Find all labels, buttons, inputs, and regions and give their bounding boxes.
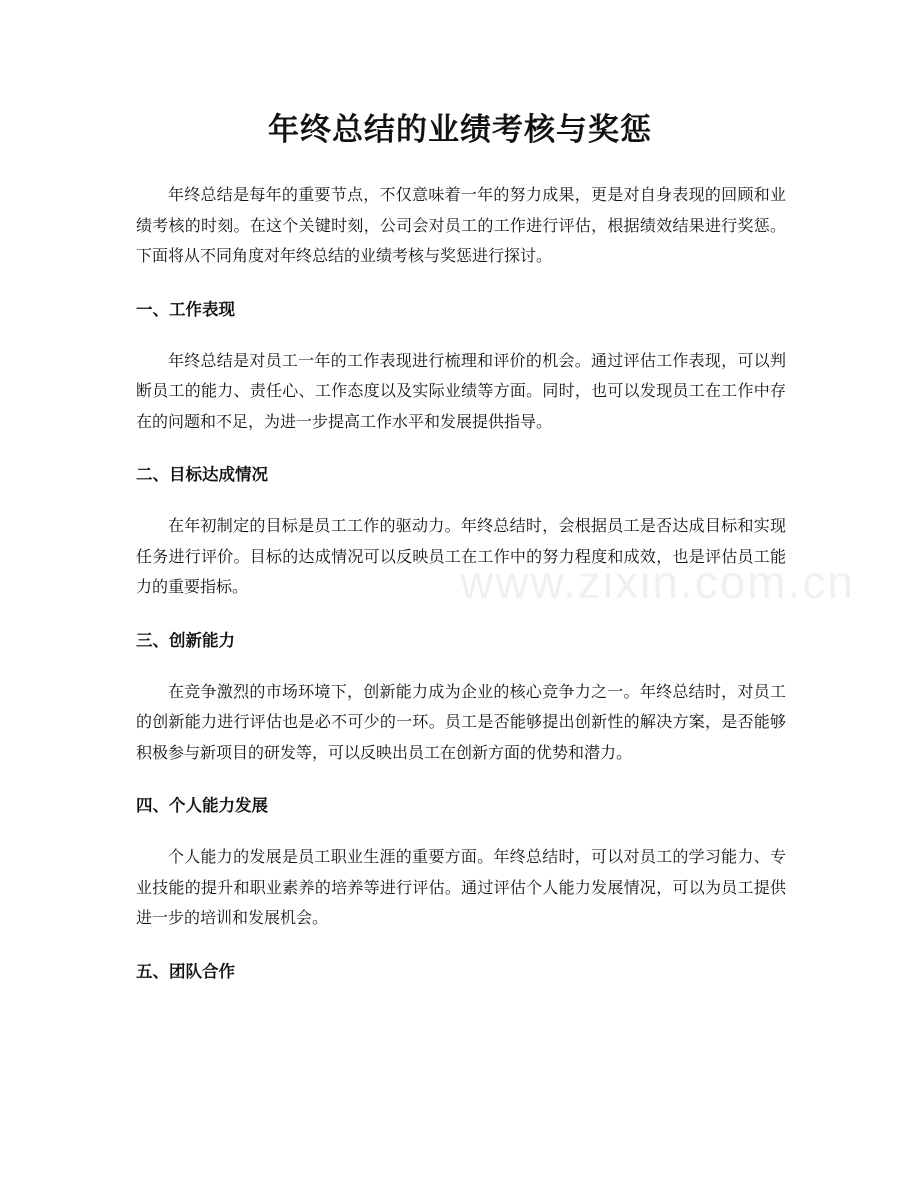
section-heading-goal-achievement: 二、目标达成情况	[136, 465, 268, 484]
section-body-work-performance: 年终总结是对员工一年的工作表现进行梳理和评价的机会。通过评估工作表现，可以判断员工的能力、责任心、工作态度以及实际业绩等方面。同时，也可以发现员工在工作中存在的问题和不足，为进一步提高工作水平和发展提供指导。	[136, 350, 786, 431]
intro-paragraph: 年终总结是每年的重要节点，不仅意味着一年的努力成果，更是对自身表现的回顾和业绩考核的时刻。在这个关键时刻，公司会对员工的工作进行评估，根据绩效结果进行奖惩。下面将从不同角度对年终总结的业绩考核与奖惩进行探讨。	[136, 185, 786, 265]
section-heading-innovation: 三、创新能力	[136, 630, 235, 650]
page-title: 年终总结的业绩考核与奖惩	[268, 112, 652, 148]
section-heading-teamwork: 五、团队合作	[136, 961, 235, 981]
watermark-text: www.zixin.com.cn	[460, 556, 855, 608]
section-heading-personal-development: 四、个人能力发展	[136, 796, 268, 815]
section-heading-work-performance: 一、工作表现	[136, 299, 235, 319]
section-body-innovation: 在竞争激烈的市场环境下，创新能力成为企业的核心竞争力之一。年终总结时，对员工的创新能力进行评估也是必不可少的一环。员工是否能够提出创新性的解决方案，是否能够积极参与新项目的研发等，可以反映出员工在创新方面的优势和潜力。	[136, 681, 786, 762]
section-body-personal-development: 个人能力的发展是员工职业生涯的重要方面。年终总结时，可以对员工的学习能力、专业技能的提升和职业素养的培养等进行评估。通过评估个人能力发展情况，可以为员工提供进一步的培训和发展机会。	[136, 847, 786, 927]
section-body-goal-achievement: 在年初制定的目标是员工工作的驱动力。年终总结时，会根据员工是否达成目标和实现任务进行评价。目标的达成情况可以反映员工在工作中的努力程度和成效，也是评估员工能力的重要指标。	[136, 516, 786, 596]
